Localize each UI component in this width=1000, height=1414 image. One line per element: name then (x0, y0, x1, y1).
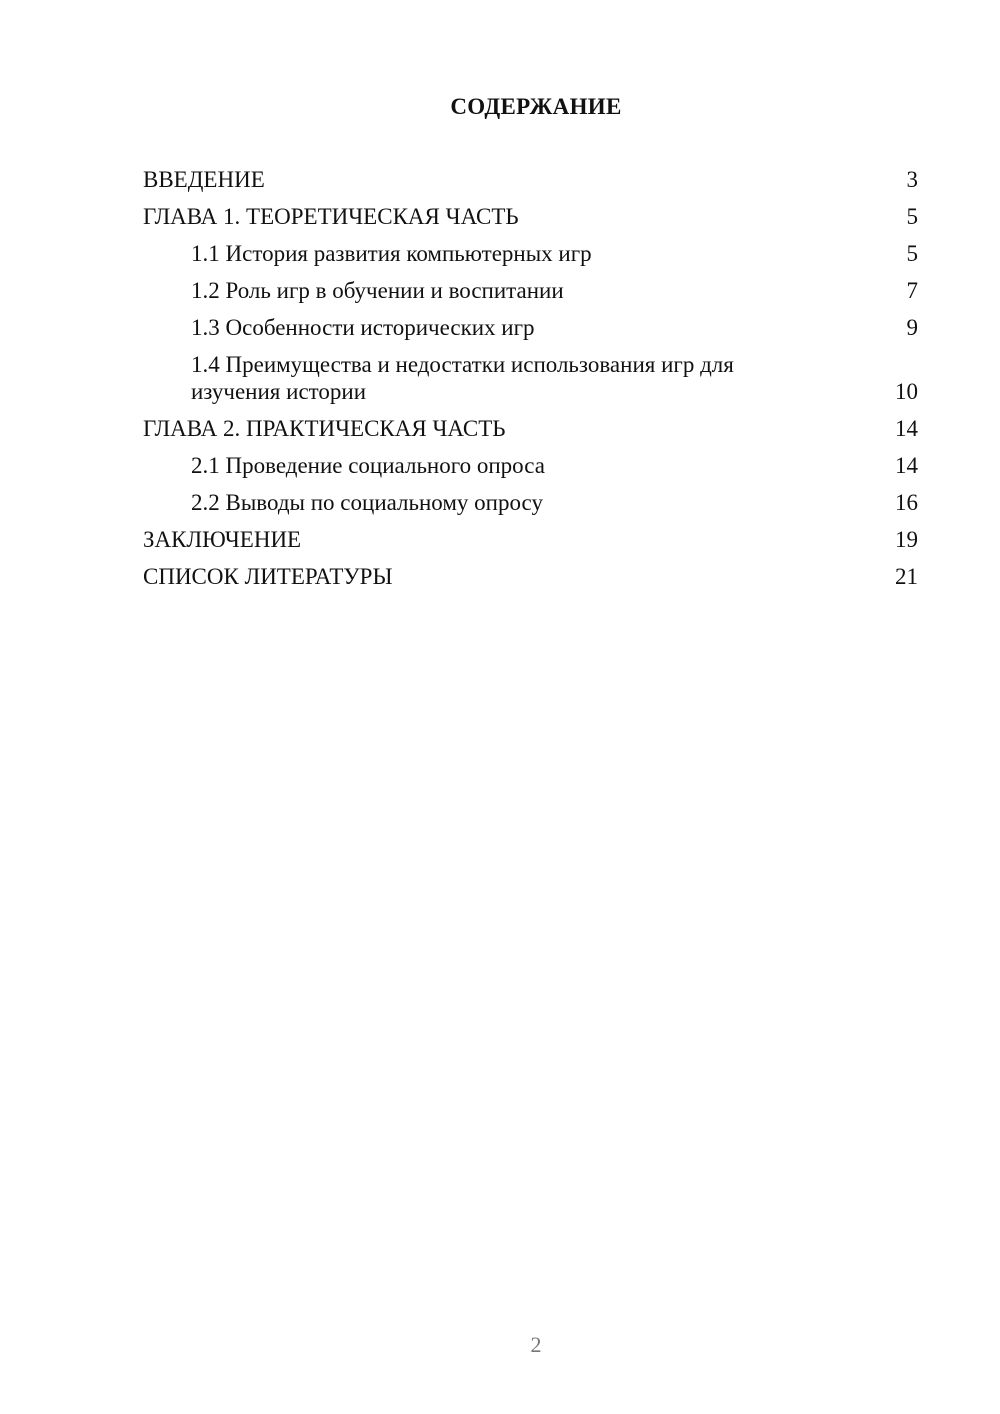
toc-entry-bibliography (143, 563, 918, 590)
page-title: СОДЕРЖАНИЕ (450, 94, 622, 119)
toc-entry-page: 9 (906, 315, 918, 340)
toc-entry-page: 14 (895, 416, 918, 441)
toc-entry-page: 14 (895, 453, 918, 478)
toc-entry-section-1-1 (143, 240, 918, 267)
toc-entry-section-1-2 (143, 277, 918, 304)
toc-entry-page: 16 (895, 490, 918, 515)
toc-entry-text: 2.1 Проведение социального опроса (191, 453, 545, 478)
toc-entry-text: 1.3 Особенности исторических игр (191, 315, 535, 340)
table-of-contents (143, 166, 918, 600)
toc-entry-text: ГЛАВА 1. ТЕОРЕТИЧЕСКАЯ ЧАСТЬ (143, 204, 519, 229)
toc-entry-text: ВВЕДЕНИЕ (143, 167, 265, 192)
toc-entry-chapter-1 (143, 203, 918, 230)
toc-entry-section-2-2 (143, 489, 918, 516)
toc-entry-text: ЗАКЛЮЧЕНИЕ (143, 527, 302, 552)
toc-entry-page: 21 (895, 564, 918, 589)
toc-entry-text: СПИСОК ЛИТЕРАТУРЫ (143, 564, 393, 589)
toc-entry-text: ГЛАВА 2. ПРАКТИЧЕСКАЯ ЧАСТЬ (143, 416, 506, 441)
toc-entry-conclusion (143, 526, 918, 553)
toc-entry-text: 1.2 Роль игр в обучении и воспитании (191, 278, 564, 303)
toc-entry-page: 3 (906, 167, 918, 192)
toc-entry-page: 10 (895, 379, 918, 404)
toc-entry-page: 5 (906, 204, 918, 229)
toc-entry-page: 19 (895, 527, 918, 552)
toc-entry-text: 1.1 История развития компьютерных игр (191, 241, 592, 266)
toc-entry-page: 5 (906, 241, 918, 266)
toc-entry-text: 1.4 Преимущества и недостатки использования игр для изучения истории (191, 352, 734, 404)
toc-entry-text: 2.2 Выводы по социальному опросу (191, 490, 543, 515)
toc-entry-section-1-4 (143, 351, 918, 405)
toc-entry-section-1-3 (143, 314, 918, 341)
page-number: 2 (530, 1332, 542, 1357)
toc-entry-introduction (143, 166, 918, 193)
toc-entry-page: 7 (906, 278, 918, 303)
toc-entry-chapter-2 (143, 415, 918, 442)
toc-entry-section-2-1 (143, 452, 918, 479)
